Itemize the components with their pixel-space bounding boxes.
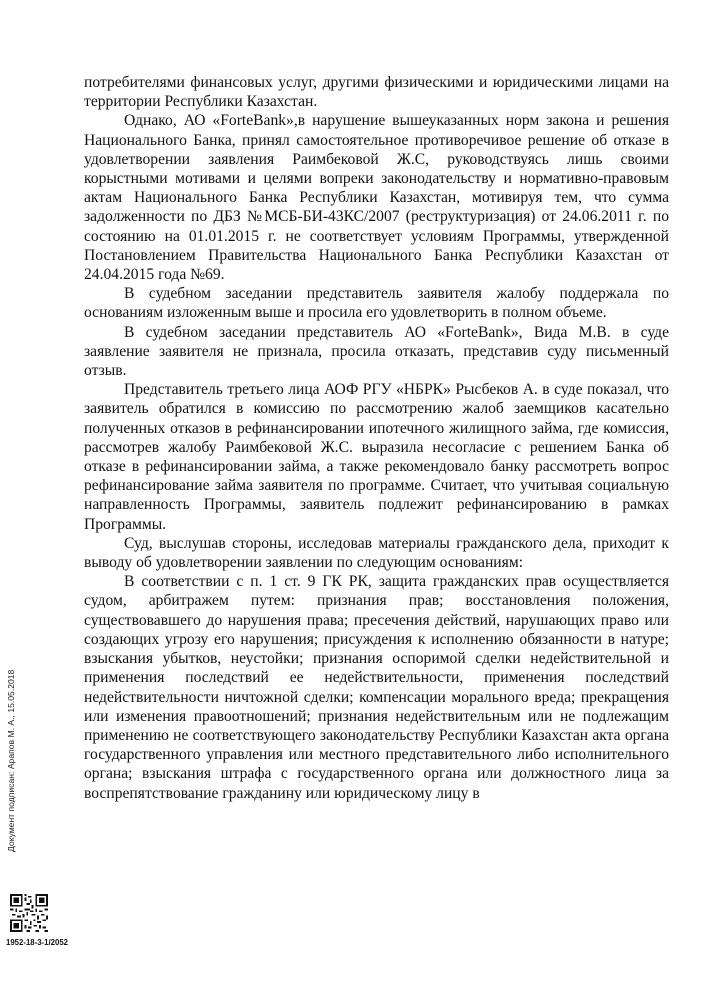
paragraph-bank-representative: В судебном заседании представитель АО «ForteBank», Вида М.В. в суде заявление заявителя не признала, просила отказать, представив суду письменный отзыв.: [84, 323, 669, 380]
qr-code-icon: [10, 894, 48, 932]
document-number: 1952-18-3-1/2052: [6, 938, 68, 947]
paragraph-applicant-representative: В судебном заседании представитель заявителя жалобу поддержала по основаниям изложенным выше и просила его удовлетворить в полном объеме.: [84, 285, 669, 322]
paragraph-forte-refusal: Однако, АО «ForteBank»,в нарушение вышеуказанных норм закона и решения Национального Банка, принял самостоятельное противоречивое решение об отказе в удовлетворении заявления Раимбековой Ж.С, руководствуясь лишь своими корыстными мотивами и целями вопреки законодательству и нормативно-правовым актам Национального Банка Республики Казахстан, мотивируя тем, что сумма задолженности по ДБЗ №МСБ-БИ-43КС/2007 (реструктуризация) от 24.06.2011 г. по состоянию на 01.01.2015 г. не соответствует условиям Программы, утвержденной Постановлением Правительства Национального Банка Республики Казахстан от 24.04.2015 года №69.: [84, 112, 669, 284]
document-body: [84, 73, 669, 803]
paragraph-continuation: потребителями финансовых услуг, другими физическими и юридическими лицами на территории Республики Казахстан.: [84, 74, 669, 111]
paragraph-civil-code: В соответствии с п. 1 ст. 9 ГК РК, защита гражданских прав осуществляется судом, арбитражем путем: признания прав; восстановления положения, существовавшего до нарушения права; пресечения действий, нарушающих право или создающих угрозу его нарушения; присуждения к исполнению обязанности в натуре; взыскания убытков, неустойки; признания оспоримой сделки недействительной и применения последствий ее недействительности, применения последствий недействительности ничтожной сделки; компенсации морального вреда; прекращения или изменения правоотношений; признания недействительным или не подлежащим применению не соответствующего законодательству Республики Казахстан акта органа государственного управления или местного представительного либо исполнительного органа; взыскания штрафа с государственного органа или должностного лица за воспрепятствование гражданину или юридическому лицу в: [84, 573, 669, 802]
signature-note: Документ подписан: Арапов М. А., 15.05.2018: [6, 669, 16, 852]
paragraph-third-party: Представитель третьего лица АОФ РГУ «НБРК» Рысбеков А. в суде показал, что заявитель обратился в комиссию по рассмотрению жалоб заемщиков касательно полученных отказов в рефинансировании ипотечного жилищного займа, где комиссия, рассмотрев жалобу Раимбековой Ж.С. выразила несогласие с решением Банка об отказе в рефинансировании займа, а также рекомендовало банку рассмотреть вопрос рефинансирование займа заявителя по программе. Считает, что учитывая социальную направленность Программы, заявитель подлежит рефинансированию в рамках Программы.: [84, 381, 669, 533]
paragraph-court-conclusion: Суд, выслушав стороны, исследовав материалы гражданского дела, приходит к выводу об удовлетворении заявлении по следующим основаниям:: [84, 534, 669, 572]
